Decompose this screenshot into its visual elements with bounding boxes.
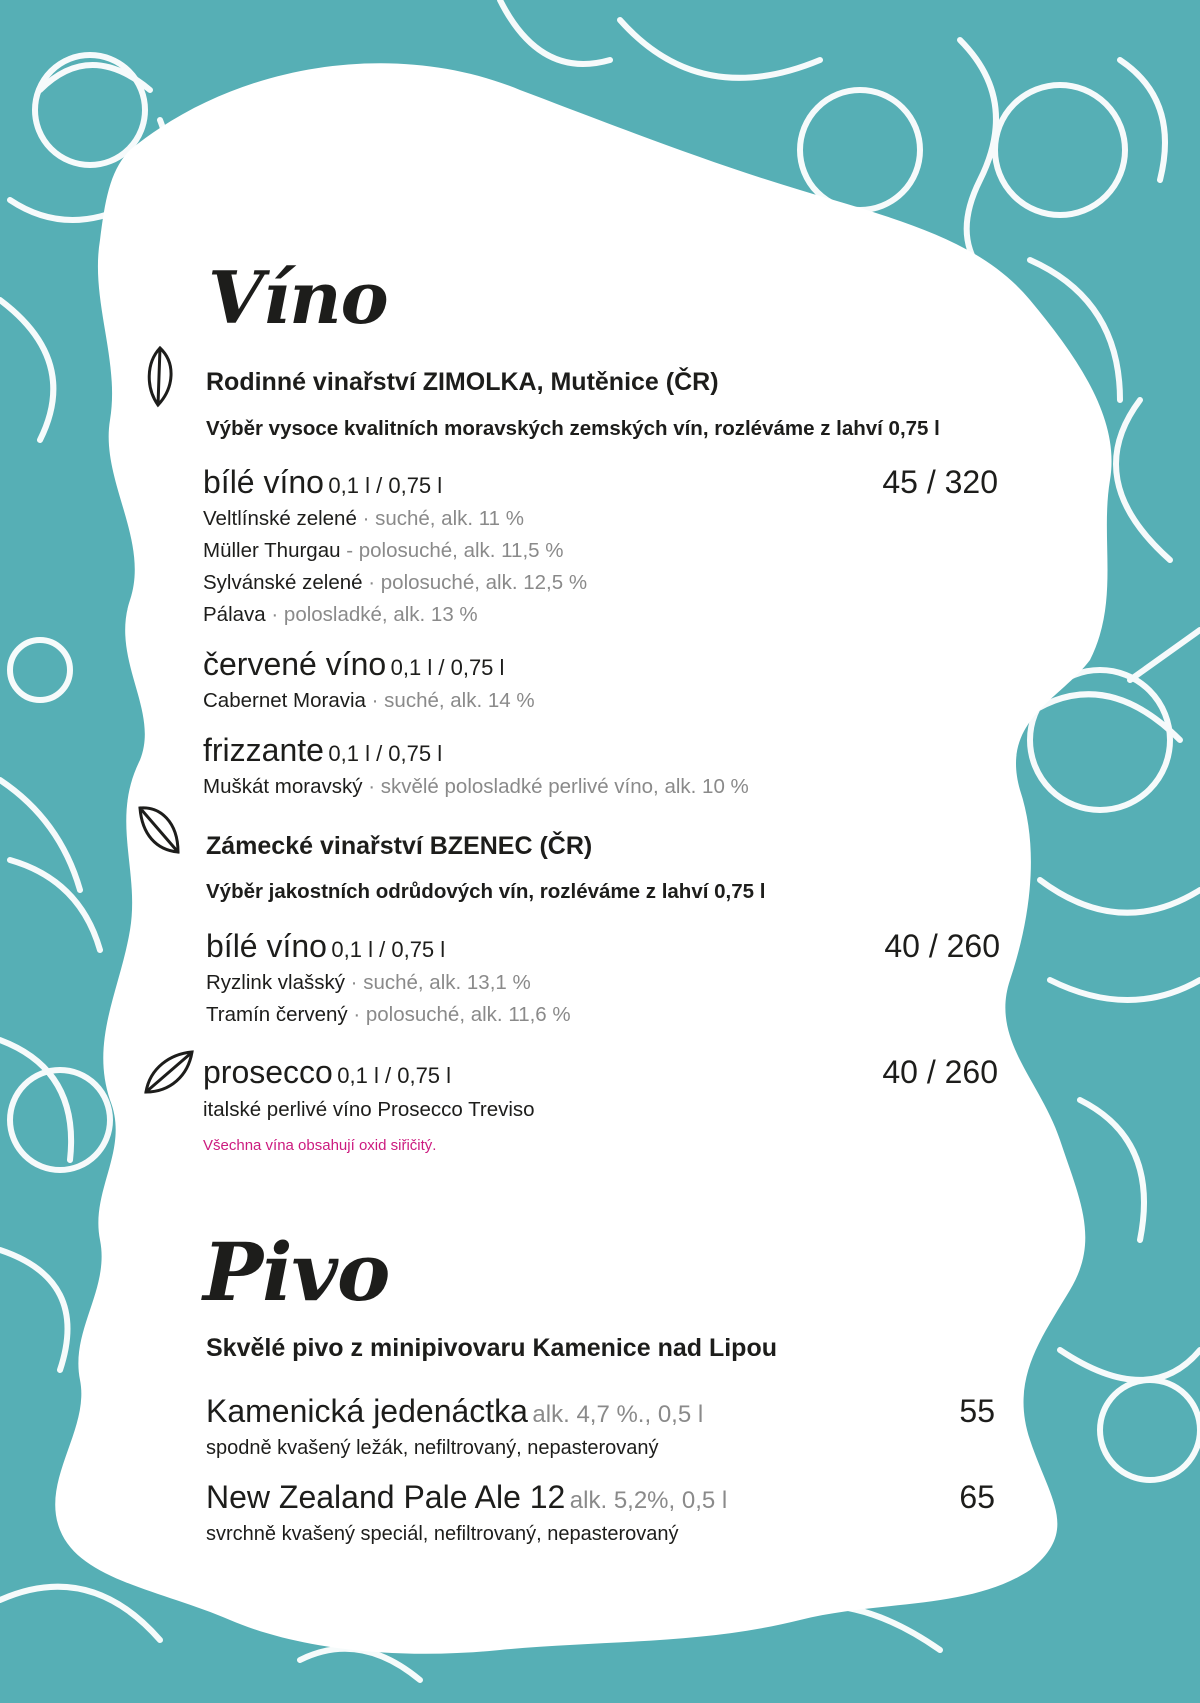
item-name: prosecco (203, 1054, 333, 1090)
beer-name: Kamenická jedenáctka (206, 1393, 528, 1429)
beer-subtitle: Skvělé pivo z minipivovaru Kamenice nad Lipou (206, 1334, 777, 1362)
variety-line (203, 507, 524, 531)
variety-name: Cabernet Moravia (203, 689, 366, 712)
bzenec-subtitle: Výběr jakostních odrůdových vín, rozléváme z lahví 0,75 l (206, 880, 766, 903)
variety-line (203, 539, 563, 563)
leaf-icon (140, 343, 180, 413)
beer-description: svrchně kvašený speciál, nefiltrovaný, nepasterovaný (206, 1523, 679, 1545)
zimolka-frizzante-header (203, 732, 442, 769)
variety-detail: - polosuché, alk. 11,5 % (346, 539, 564, 562)
variety-line (203, 603, 478, 627)
sulfite-note: Všechna vína obsahují oxid siřičitý. (203, 1137, 437, 1154)
beer-description: spodně kvašený ležák, nefiltrovaný, nepasterovaný (206, 1437, 659, 1459)
beer-price: 55 (959, 1393, 995, 1429)
variety-line (203, 571, 587, 595)
item-name: frizzante (203, 732, 324, 768)
bzenec-producer: Zámecké vinařství BZENEC (ČR) (206, 832, 593, 860)
prosecco-description: italské perlivé víno Prosecco Treviso (203, 1098, 535, 1121)
variety-detail: · polosladké, alk. 13 % (271, 603, 478, 626)
bzenec-white-price: 40 / 260 (884, 928, 1000, 964)
variety-line (206, 1003, 571, 1027)
variety-detail: · suché, alk. 13,1 % (350, 971, 531, 994)
variety-detail: · polosuché, alk. 11,6 % (353, 1003, 571, 1026)
variety-name: Tramín červený (206, 1003, 348, 1026)
variety-name: Sylvánské zelené (203, 571, 363, 594)
variety-name: Müller Thurgau (203, 539, 341, 562)
zimolka-subtitle: Výběr vysoce kvalitních moravských zemských vín, rozléváme z lahví 0,75 l (206, 417, 940, 440)
zimolka-white-price: 45 / 320 (882, 464, 998, 500)
leaf-icon (140, 1048, 196, 1098)
bzenec-white-wine-header (206, 928, 445, 965)
variety-detail: · suché, alk. 11 % (362, 507, 524, 530)
leaf-icon (134, 800, 184, 860)
item-name: červené víno (203, 646, 387, 682)
item-volume: 0,1 l / 0,75 l (337, 1063, 452, 1088)
variety-name: Muškát moravský (203, 775, 363, 798)
beer-item-header (206, 1393, 703, 1430)
beer-name: New Zealand Pale Ale 12 (206, 1479, 566, 1515)
item-volume: 0,1 l / 0,75 l (328, 741, 443, 766)
beer-heading: Pivo (203, 1225, 390, 1319)
item-volume: 0,1 l / 0,75 l (328, 473, 443, 498)
wine-heading: Víno (208, 255, 388, 340)
variety-name: Pálava (203, 603, 266, 626)
variety-line (203, 775, 749, 799)
prosecco-price: 40 / 260 (882, 1054, 998, 1090)
zimolka-red-wine-header (203, 646, 504, 683)
variety-line (203, 689, 535, 713)
item-name: bílé víno (206, 928, 327, 964)
item-volume: 0,1 l / 0,75 l (390, 655, 505, 680)
variety-detail: · polosuché, alk. 12,5 % (368, 571, 588, 594)
zimolka-white-wine-header (203, 464, 442, 501)
prosecco-header (203, 1054, 451, 1091)
variety-name: Veltlínské zelené (203, 507, 357, 530)
variety-detail: · skvělé polosladké perlivé víno, alk. 10 % (368, 775, 749, 798)
beer-meta: alk. 5,2%, 0,5 l (569, 1487, 728, 1514)
variety-name: Ryzlink vlašský (206, 971, 345, 994)
beer-price: 65 (959, 1479, 995, 1515)
variety-line (206, 971, 531, 995)
item-volume: 0,1 l / 0,75 l (331, 937, 446, 962)
beer-item-header (206, 1479, 727, 1516)
variety-detail: · suché, alk. 14 % (371, 689, 535, 712)
zimolka-producer: Rodinné vinařství ZIMOLKA, Mutěnice (ČR) (206, 368, 719, 396)
item-name: bílé víno (203, 464, 324, 500)
beer-meta: alk. 4,7 %., 0,5 l (532, 1401, 704, 1428)
